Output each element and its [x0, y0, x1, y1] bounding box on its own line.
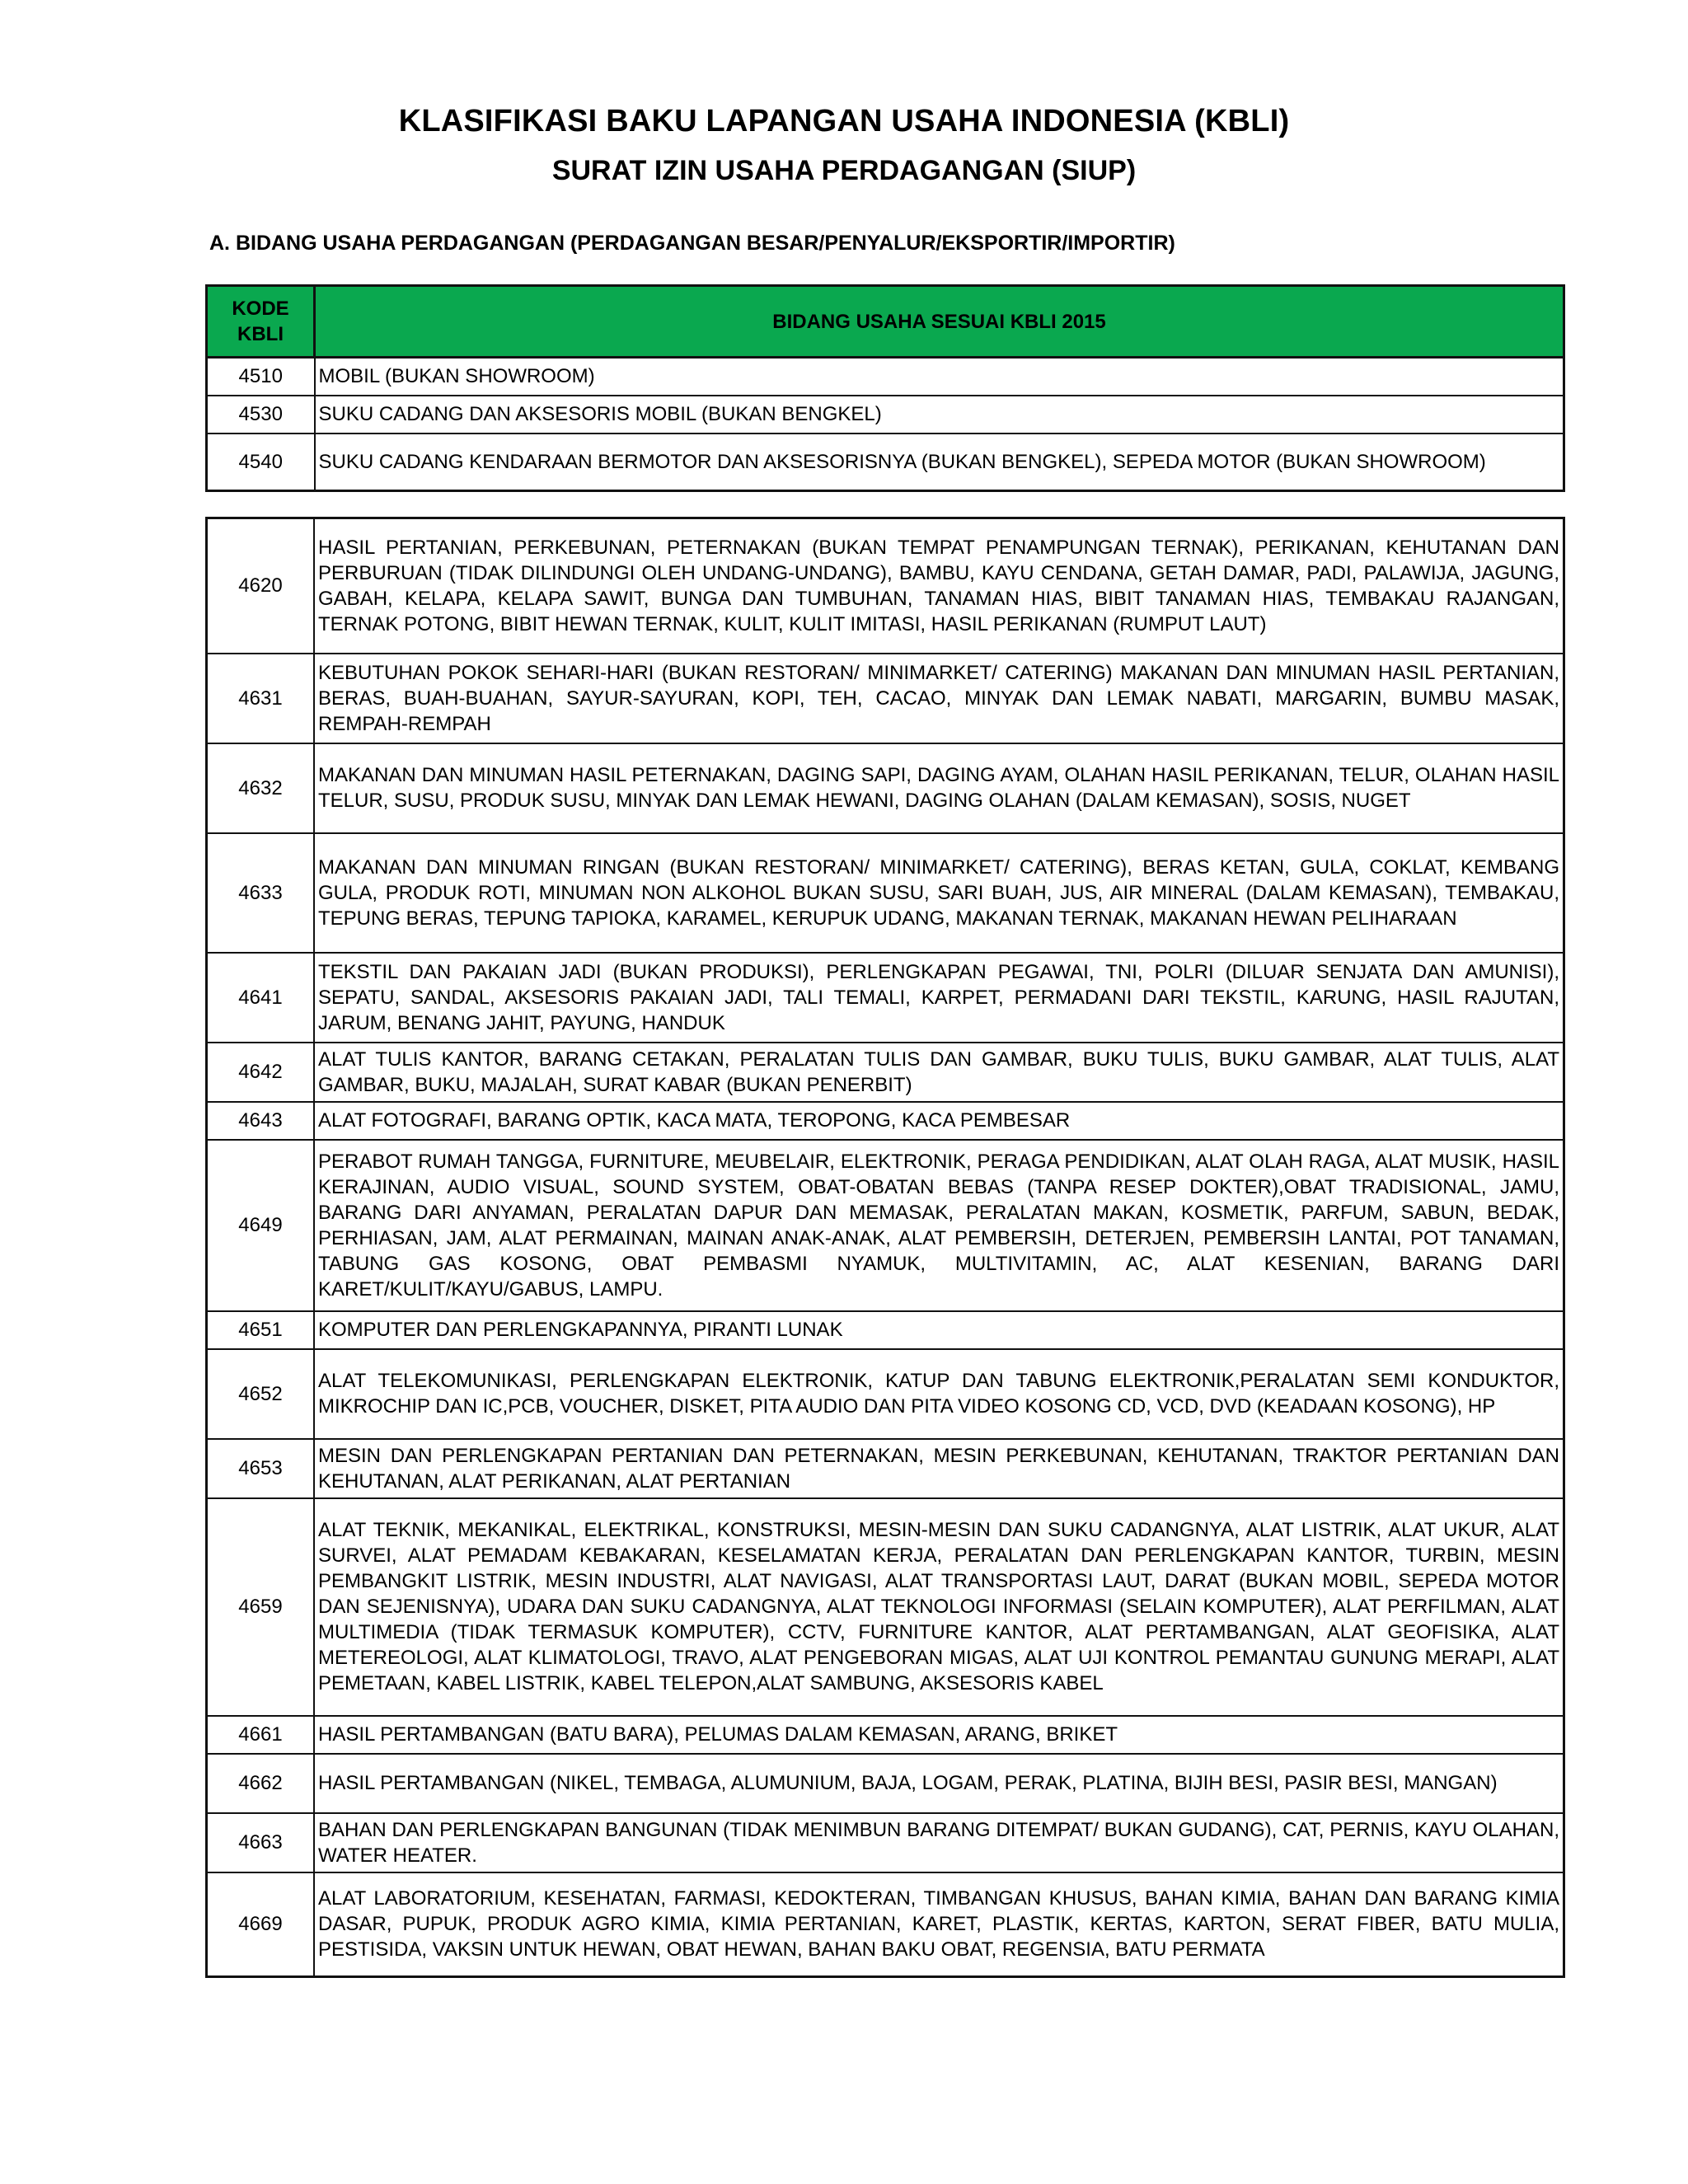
kbli-code-cell: 4649: [207, 1140, 315, 1311]
header-code-line1: KODE: [232, 298, 289, 320]
header-code-line2: KBLI: [237, 323, 284, 345]
kbli-code-cell: 4510: [207, 358, 315, 396]
table-row: [207, 743, 1564, 833]
business-field-cell: MESIN DAN PERLENGKAPAN PERTANIAN DAN PETERNAKAN, MESIN PERKEBUNAN, KEHUTANAN, TRAKTOR PERTANIAN DAN KEHUTANAN, ALAT PERIKANAN, ALAT PERTANIAN: [314, 1439, 1564, 1498]
business-field-cell: ALAT TEKNIK, MEKANIKAL, ELEKTRIKAL, KONSTRUKSI, MESIN-MESIN DAN SUKU CADANGNYA, ALAT LISTRIK, ALAT UKUR, ALAT SURVEI, ALAT PEMADAM KEBAKARAN, KESELAMATAN KERJA, PERALATAN DAN PERLENGKAPAN KANTOR, TURBIN, MESIN PEMBANGKIT LISTRIK, MESIN INDUSTRI, ALAT NAVIGASI, ALAT TRANSPORTASI LAUT, DARAT (BUKAN MOBIL, SEPEDA MOTOR DAN SEJENISNYA), UDARA DAN SUKU CADANGNYA, ALAT TEKNOLOGI INFORMASI (SELAIN KOMPUTER), ALAT PERFILMAN, ALAT MULTIMEDIA (TIDAK TERMASUK KOMPUTER), CCTV, FURNITURE KANTOR, ALAT PERTAMBANGAN, ALAT GEOFISIKA, ALAT METEREOLOGI, ALAT KLIMATOLOGI, TRAVO, ALAT PENGEBORAN MIGAS, ALAT UJI KONTROL PEMANTAU GUNUNG MERAPI, ALAT PEMETAAN, KABEL LISTRIK, KABEL TELEPON,ALAT SAMBUNG, AKSESORIS KABEL: [314, 1498, 1564, 1716]
table-row: [207, 1140, 1564, 1311]
kbli-code-cell: 4620: [207, 518, 315, 654]
table-row: [207, 1754, 1564, 1813]
kbli-code-cell: 4651: [207, 1311, 315, 1349]
kbli-code-cell: 4643: [207, 1102, 315, 1140]
table-header-row: [207, 286, 1564, 358]
business-field-cell: SUKU CADANG DAN AKSESORIS MOBIL (BUKAN BENGKEL): [315, 396, 1564, 434]
table-row: [207, 518, 1564, 654]
business-field-cell: MOBIL (BUKAN SHOWROOM): [315, 358, 1564, 396]
kbli-table-wholesale: [205, 517, 1565, 1978]
business-field-cell: SUKU CADANG KENDARAAN BERMOTOR DAN AKSESORISNYA (BUKAN BENGKEL), SEPEDA MOTOR (BUKAN SHOWROOM): [315, 434, 1564, 491]
business-field-cell: ALAT TELEKOMUNIKASI, PERLENGKAPAN ELEKTRONIK, KATUP DAN TABUNG ELEKTRONIK,PERALATAN SEMI KONDUKTOR, MIKROCHIP DAN IC,PCB, VOUCHER, DISKET, PITA AUDIO DAN PITA VIDEO KOSONG CD, VCD, DVD (KEADAAN KOSONG), HP: [314, 1349, 1564, 1439]
business-field-cell: HASIL PERTAMBANGAN (BATU BARA), PELUMAS DALAM KEMASAN, ARANG, BRIKET: [314, 1716, 1564, 1754]
business-field-cell: HASIL PERTAMBANGAN (NIKEL, TEMBAGA, ALUMUNIUM, BAJA, LOGAM, PERAK, PLATINA, BIJIH BESI, PASIR BESI, MANGAN): [314, 1754, 1564, 1813]
table1-body: [207, 358, 1564, 491]
table-row: [207, 1498, 1564, 1716]
business-field-cell: ALAT LABORATORIUM, KESEHATAN, FARMASI, KEDOKTERAN, TIMBANGAN KHUSUS, BAHAN KIMIA, BAHAN DAN BARANG KIMIA DASAR, PUPUK, PRODUK AGRO KIMIA, KIMIA PERTANIAN, KARET, PLASTIK, KERTAS, KARTON, SERAT FIBER, BATU MULIA, PESTISIDA, VAKSIN UNTUK HEWAN, OBAT HEWAN, BAHAN BAKU OBAT, REGENSIA, BATU PERMATA: [314, 1872, 1564, 1977]
table-row: [207, 1043, 1564, 1102]
business-field-cell: PERABOT RUMAH TANGGA, FURNITURE, MEUBELAIR, ELEKTRONIK, PERAGA PENDIDIKAN, ALAT OLAH RAGA, ALAT MUSIK, HASIL KERAJINAN, AUDIO VISUAL, SOUND SYSTEM, OBAT-OBATAN BEBAS (TANPA RESEP DOKTER),OBAT TRADISIONAL, JAMU, BARANG DARI ANYAMAN, PERALATAN DAPUR DAN MEMASAK, PERALATAN MAKAN, KOSMETIK, PARFUM, SABUN, BEDAK, PERHIASAN, JAM, ALAT PERMAINAN, MAINAN ANAK-ANAK, ALAT PEMBERSIH, DETERJEN, PEMBERSIH LANTAI, POT TANAMAN, TABUNG GAS KOSONG, OBAT PEMBASMI NYAMUK, MULTIVITAMIN, AC, ALAT KESENIAN, BARANG DARI KARET/KULIT/KAYU/GABUS, LAMPU.: [314, 1140, 1564, 1311]
table-row: [207, 1311, 1564, 1349]
kbli-table-vehicles: [205, 284, 1565, 492]
business-field-cell: MAKANAN DAN MINUMAN HASIL PETERNAKAN, DAGING SAPI, DAGING AYAM, OLAHAN HASIL PERIKANAN, TELUR, OLAHAN HASIL TELUR, SUSU, PRODUK SUSU, MINYAK DAN LEMAK HEWANI, DAGING OLAHAN (DALAM KEMASAN), SOSIS, NUGET: [314, 743, 1564, 833]
kbli-code-cell: 4669: [207, 1872, 315, 1977]
header-bidang-usaha: BIDANG USAHA SESUAI KBLI 2015: [315, 286, 1564, 358]
table-row: [207, 434, 1564, 491]
kbli-code-cell: 4652: [207, 1349, 315, 1439]
table-row: [207, 1872, 1564, 1977]
table-row: [207, 1716, 1564, 1754]
document-subtitle: SURAT IZIN USAHA PERDAGANGAN (SIUP): [551, 155, 1137, 186]
business-field-cell: TEKSTIL DAN PAKAIAN JADI (BUKAN PRODUKSI), PERLENGKAPAN PEGAWAI, TNI, POLRI (DILUAR SENJATA DAN AMUNISI), SEPATU, SANDAL, AKSESORIS PAKAIAN JADI, TALI TEMALI, KARPET, PERMADANI DARI TEKSTIL, KARUNG, HASIL RAJUTAN, JARUM, BENANG JAHIT, PAYUNG, HANDUK: [314, 953, 1564, 1043]
kbli-code-cell: 4633: [207, 833, 315, 953]
kbli-code-cell: 4530: [207, 396, 315, 434]
kbli-code-cell: 4642: [207, 1043, 315, 1102]
table-row: [207, 1102, 1564, 1140]
header-code-kbli: [207, 286, 315, 358]
kbli-code-cell: 4661: [207, 1716, 315, 1754]
table-row: [207, 953, 1564, 1043]
kbli-code-cell: 4662: [207, 1754, 315, 1813]
kbli-code-cell: 4641: [207, 953, 315, 1043]
document-title: KLASIFIKASI BAKU LAPANGAN USAHA INDONESIA (KBLI): [398, 104, 1290, 138]
table-row: [207, 358, 1564, 396]
kbli-code-cell: 4659: [207, 1498, 315, 1716]
table-row: [207, 396, 1564, 434]
table-row: [207, 1439, 1564, 1498]
business-field-cell: KOMPUTER DAN PERLENGKAPANNYA, PIRANTI LUNAK: [314, 1311, 1564, 1349]
business-field-cell: ALAT FOTOGRAFI, BARANG OPTIK, KACA MATA, TEROPONG, KACA PEMBESAR: [314, 1102, 1564, 1140]
kbli-code-cell: 4653: [207, 1439, 315, 1498]
table2-body: [207, 518, 1564, 1977]
business-field-cell: BAHAN DAN PERLENGKAPAN BANGUNAN (TIDAK MENIMBUN BARANG DITEMPAT/ BUKAN GUDANG), CAT, PERNIS, KAYU OLAHAN, WATER HEATER.: [314, 1813, 1564, 1872]
kbli-code-cell: 4631: [207, 654, 315, 743]
kbli-code-cell: 4632: [207, 743, 315, 833]
table-row: [207, 1349, 1564, 1439]
kbli-code-cell: 4663: [207, 1813, 315, 1872]
business-field-cell: ALAT TULIS KANTOR, BARANG CETAKAN, PERALATAN TULIS DAN GAMBAR, BUKU TULIS, BUKU GAMBAR, ALAT TULIS, ALAT GAMBAR, BUKU, MAJALAH, SURAT KABAR (BUKAN PENERBIT): [314, 1043, 1564, 1102]
business-field-cell: KEBUTUHAN POKOK SEHARI-HARI (BUKAN RESTORAN/ MINIMARKET/ CATERING) MAKANAN DAN MINUMAN HASIL PERTANIAN, BERAS, BUAH-BUAHAN, SAYUR-SAYURAN, KOPI, TEH, CACAO, MINYAK DAN LEMAK NABATI, MARGARIN, BUMBU MASAK, REMPAH-REMPAH: [314, 654, 1564, 743]
business-field-cell: HASIL PERTANIAN, PERKEBUNAN, PETERNAKAN (BUKAN TEMPAT PENAMPUNGAN TERNAK), PERIKANAN, KEHUTANAN DAN PERBURUAN (TIDAK DILINDUNGI OLEH UNDANG-UNDANG), BAMBU, KAYU CENDANA, GETAH DAMAR, PADI, PALAWIJA, JAGUNG, GABAH, KELAPA, KELAPA SAWIT, BUNGA DAN TUMBUHAN, TANAMAN HIAS, BIBIT TANAMAN HIAS, TEMBAKAU RAJANGAN, TERNAK POTONG, BIBIT HEWAN TERNAK, KULIT, KULIT IMITASI, HASIL PERIKANAN (RUMPUT LAUT): [314, 518, 1564, 654]
table-row: [207, 1813, 1564, 1872]
kbli-code-cell: 4540: [207, 434, 315, 491]
table-row: [207, 654, 1564, 743]
business-field-cell: MAKANAN DAN MINUMAN RINGAN (BUKAN RESTORAN/ MINIMARKET/ CATERING), BERAS KETAN, GULA, COKLAT, KEMBANG GULA, PRODUK ROTI, MINUMAN NON ALKOHOL BUKAN SUSU, SARI BUAH, JUS, AIR MINERAL (DALAM KEMASAN), TEMBAKAU, TEPUNG BERAS, TEPUNG TAPIOKA, KARAMEL, KERUPUK UDANG, MAKANAN TERNAK, MAKANAN HEWAN PELIHARAAN: [314, 833, 1564, 953]
table-row: [207, 833, 1564, 953]
section-heading: A. BIDANG USAHA PERDAGANGAN (PERDAGANGAN BESAR/PENYALUR/EKSPORTIR/IMPORTIR): [209, 232, 1175, 255]
